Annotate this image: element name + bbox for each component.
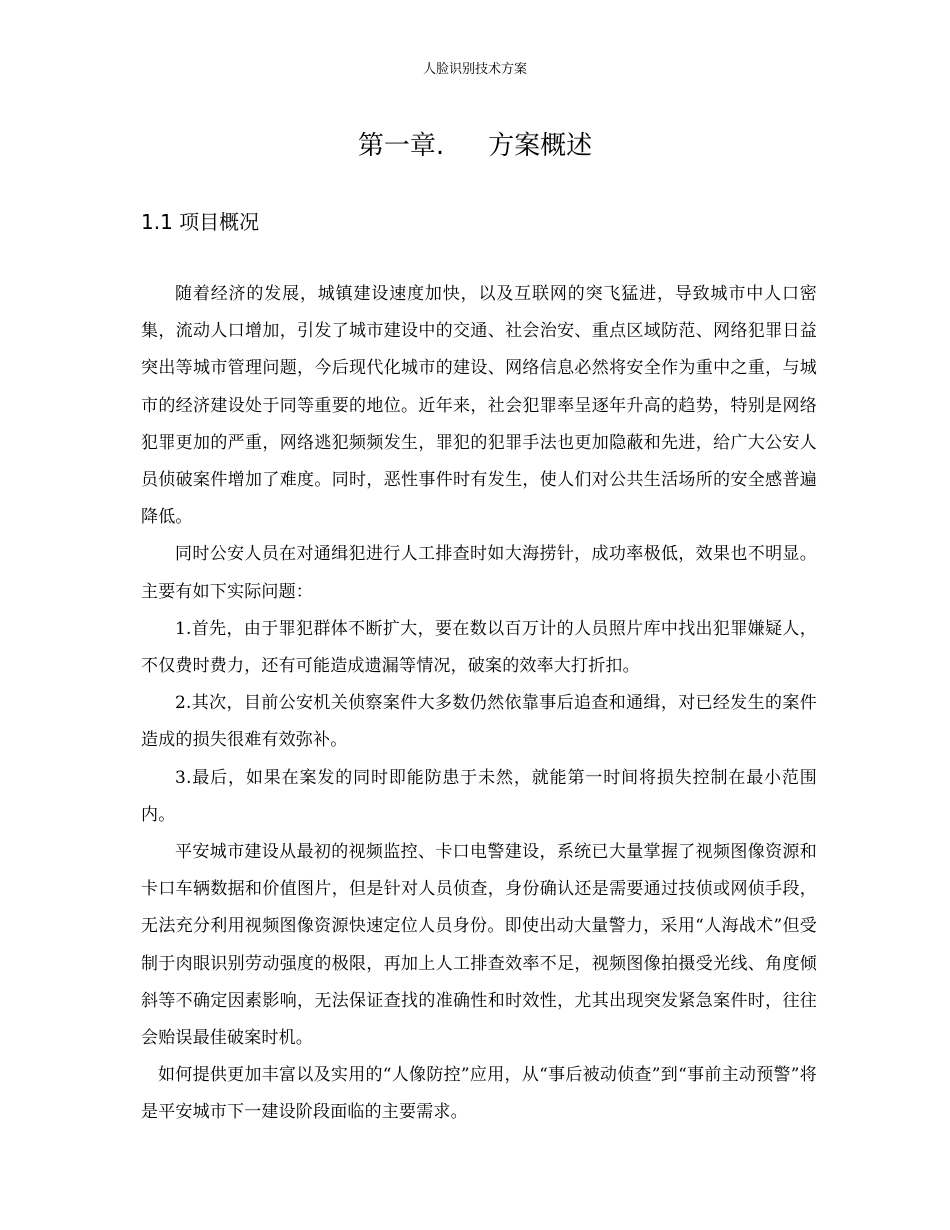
chapter-number: 第一章. bbox=[357, 131, 445, 161]
paragraph-intro: 随着经济的发展，城镇建设速度加快，以及互联网的突飞猛进，导致城市中人口密集，流动人口增加，引发了城市建设中的交通、社会治安、重点区域防范、网络犯罪日益突出等城市管理问题，今后现代化城市的建设、网络信息必然将安全作为重中之重，与城市的经济建设处于同等重要的地位。近年来，社会犯罪率呈逐年升高的趋势，特别是网络犯罪更加的严重，网络逃犯频频发生，罪犯的犯罪手法也更加隐蔽和先进，给广大公安人员侦破案件增加了难度。同时，恶性事件时有发生，使人们对公共生活场所的安全感普遍降低。 bbox=[141, 284, 817, 528]
chapter-name: 方案概述 bbox=[488, 131, 593, 161]
paragraph-problem-1: 1.首先，由于罪犯群体不断扩大，要在数以百万计的人员照片库中找出犯罪嫌疑人，不仅费时费力，还有可能造成遗漏等情况，破案的效率大打折扣。 bbox=[141, 618, 817, 677]
chapter-title bbox=[0, 128, 950, 164]
paragraph-conclusion: 如何提供更加丰富以及实用的“人像防控”应用，从“事后被动侦查”到“事前主动预警”将是平安城市下一建设阶段面临的主要需求。 bbox=[141, 1065, 817, 1123]
paragraph-problems: 同时公安人员在对通缉犯进行人工排查时如大海捞针，成功率极低，效果也不明显。主要有如下实际问题： bbox=[141, 544, 817, 602]
paragraph-problem-2: 2.其次，目前公安机关侦察案件大多数仍然依靠事后追查和通缉，对已经发生的案件造成的损失很难有效弥补。 bbox=[141, 693, 817, 751]
paragraph-safe-city: 平安城市建设从最初的视频监控、卡口电警建设，系统已大量掌握了视频图像资源和卡口车辆数据和价值图片，但是针对人员侦查，身份确认还是需要通过技侦或网侦手段，无法充分利用视频图像资源快速定位人员身份。即使出动大量警力，采用“人海战术”但受制于肉眼识别劳动强度的极限，再加上人工排查效率不足，视频图像拍摄受光线、角度倾斜等不确定因素影响，无法保证查找的准确性和时效性，尤其出现突发紧急案件时，往往会贻误最佳破案时机。 bbox=[141, 842, 817, 1049]
section-title: 1.1 项目概况 bbox=[141, 210, 260, 234]
running-header: 人脸识别技术方案 bbox=[422, 62, 527, 77]
body-text bbox=[141, 276, 817, 1132]
paragraph-problem-3: 3.最后，如果在案发的同时即能防患于未然，就能第一时间将损失控制在最小范围内。 bbox=[141, 767, 817, 825]
